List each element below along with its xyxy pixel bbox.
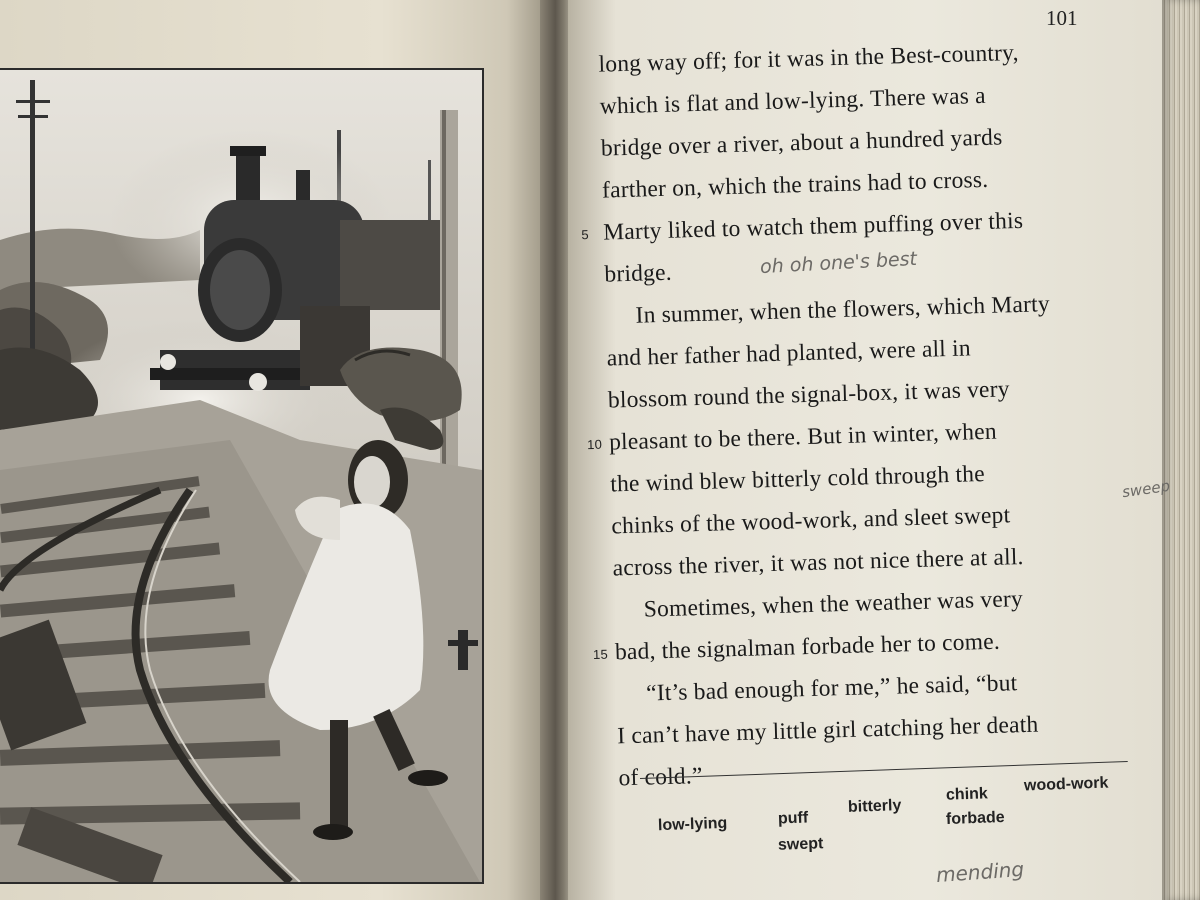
line-number: 15 xyxy=(592,646,609,663)
vocab-word: bitterly xyxy=(847,797,902,816)
handwritten-note: oh oh one's best xyxy=(759,247,918,279)
vocab-word: chink xyxy=(945,785,989,804)
line-text: “It’s bad enough for me,” he said, “but xyxy=(645,670,1018,707)
vocab-word: swept xyxy=(777,835,824,854)
line-text: pleasant to be there. But in winter, when xyxy=(608,418,998,456)
line-text: which is flat and low-lying. There was a xyxy=(599,82,987,120)
handwritten-note: mending xyxy=(935,856,1025,888)
line-text: chinks of the wood-work, and sleet swept xyxy=(611,502,1011,540)
vocab-word: low-lying xyxy=(657,814,728,835)
line-text: long way off; for it was in the Best-country, xyxy=(598,39,1019,78)
line-text: I can’t have my little girl catching her death xyxy=(616,711,1039,750)
illustration-drawing xyxy=(0,70,482,882)
vocab-word: forbade xyxy=(945,808,1005,829)
line-text: bridge over a river, about a hundred yards xyxy=(600,124,1003,162)
line-text: across the river, it was not nice there at all. xyxy=(612,543,1024,582)
line-text: In summer, when the flowers, which Marty xyxy=(635,291,1051,329)
train-illustration xyxy=(0,68,484,884)
line-text: blossom round the signal-box, it was very xyxy=(607,376,1010,414)
vocab-word: puff xyxy=(777,809,809,828)
story-text xyxy=(581,29,1147,800)
line-text: and her father had planted, were all in xyxy=(606,335,972,372)
page-number: 101 xyxy=(1046,6,1078,30)
line-text: the wind blew bitterly cold through the xyxy=(609,461,986,498)
line-number: 5 xyxy=(581,227,589,243)
line-text: of cold.” xyxy=(618,763,703,792)
line-number: 10 xyxy=(586,436,603,453)
line-text: farther on, which the trains had to cross. xyxy=(601,166,989,204)
line-text: bridge. xyxy=(604,259,673,288)
line-text: Marty liked to watch them puffing over this xyxy=(602,207,1024,246)
line-text: bad, the signalman forbade her to come. xyxy=(614,628,1001,666)
left-page xyxy=(0,0,545,900)
line-text: Sometimes, when the weather was very xyxy=(643,586,1024,623)
vocab-word: wood-work xyxy=(1023,774,1109,795)
page-edges xyxy=(1162,0,1200,900)
handwritten-note: sweep xyxy=(1120,476,1172,502)
